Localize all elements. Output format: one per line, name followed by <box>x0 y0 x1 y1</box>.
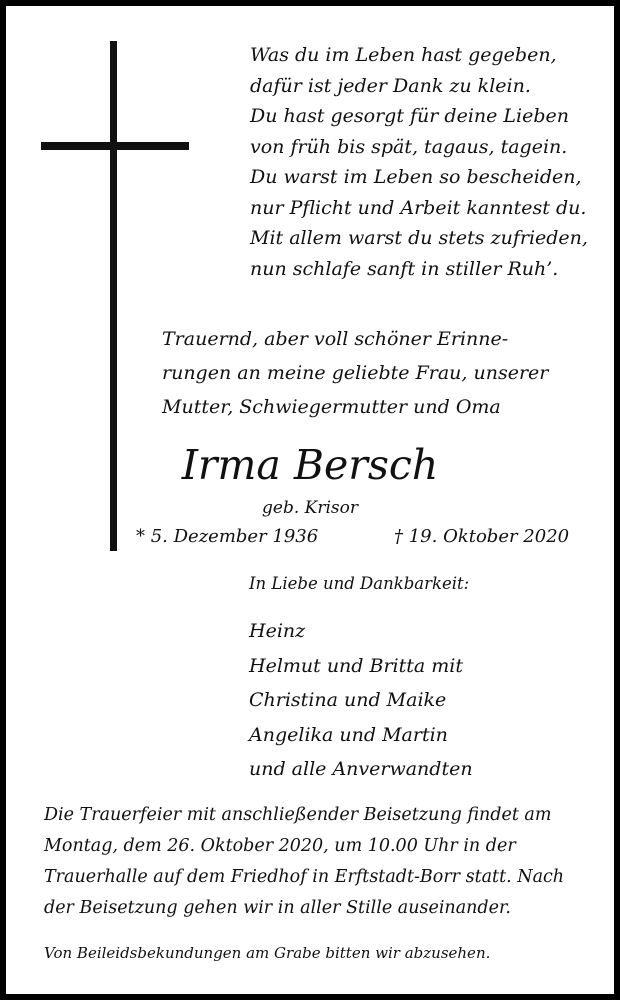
obituary-notice <box>6 6 614 994</box>
intro-line: Trauernd, aber voll schöner Erinne- <box>162 328 509 350</box>
poem-line: dafür ist jeder Dank zu klein. <box>250 74 531 97</box>
mourning-intro <box>162 322 548 424</box>
family-member: Helmut und Britta mit <box>249 654 463 677</box>
ceremony-info <box>44 800 564 924</box>
poem-line: Mit allem warst du stets zufrieden, <box>250 227 588 249</box>
family-list <box>249 614 473 787</box>
poem-line: von früh bis spät, tagaus, tagein. <box>250 135 568 158</box>
poem-line: Du warst im Leben so bescheiden, <box>250 166 582 188</box>
intro-line: rungen an meine geliebte Frau, unserer <box>162 362 549 384</box>
deceased-name: Irma Bersch <box>181 441 439 489</box>
birth-date: * 5. Dezember 1936 <box>136 526 319 547</box>
family-member: Angelika und Martin <box>249 723 448 746</box>
family-member: Christina und Maike <box>249 689 447 711</box>
ceremony-line: der Beisetzung gehen wir in aller Stille auseinander. <box>44 898 511 918</box>
family-member: Heinz <box>249 620 306 642</box>
family-member: und alle Anverwandten <box>249 758 473 780</box>
birth-name: geb. Krisor <box>262 498 358 518</box>
cross-horizontal-bar <box>41 142 189 150</box>
ceremony-line: Die Trauerfeier mit anschließender Beisetzung findet am <box>44 805 552 825</box>
poem-line: Was du im Leben hast gegeben, <box>250 44 557 66</box>
thanks-line: In Liebe und Dankbarkeit: <box>249 574 470 593</box>
condolence-note: Von Beileidsbekundungen am Grabe bitten wir abzusehen. <box>44 944 491 962</box>
ceremony-line: Montag, dem 26. Oktober 2020, um 10.00 Uhr in der <box>44 836 516 856</box>
poem-line: Du hast gesorgt für deine Lieben <box>250 105 569 127</box>
poem-line: nun schlafe sanft in stiller Ruh’. <box>250 257 559 280</box>
death-date: † 19. Oktober 2020 <box>394 526 570 547</box>
ceremony-line: Trauerhalle auf dem Friedhof in Erftstadt-Borr statt. Nach <box>44 867 565 887</box>
memorial-poem <box>250 40 588 284</box>
intro-line: Mutter, Schwiegermutter und Oma <box>162 396 501 418</box>
poem-line: nur Pflicht und Arbeit kanntest du. <box>250 196 587 219</box>
